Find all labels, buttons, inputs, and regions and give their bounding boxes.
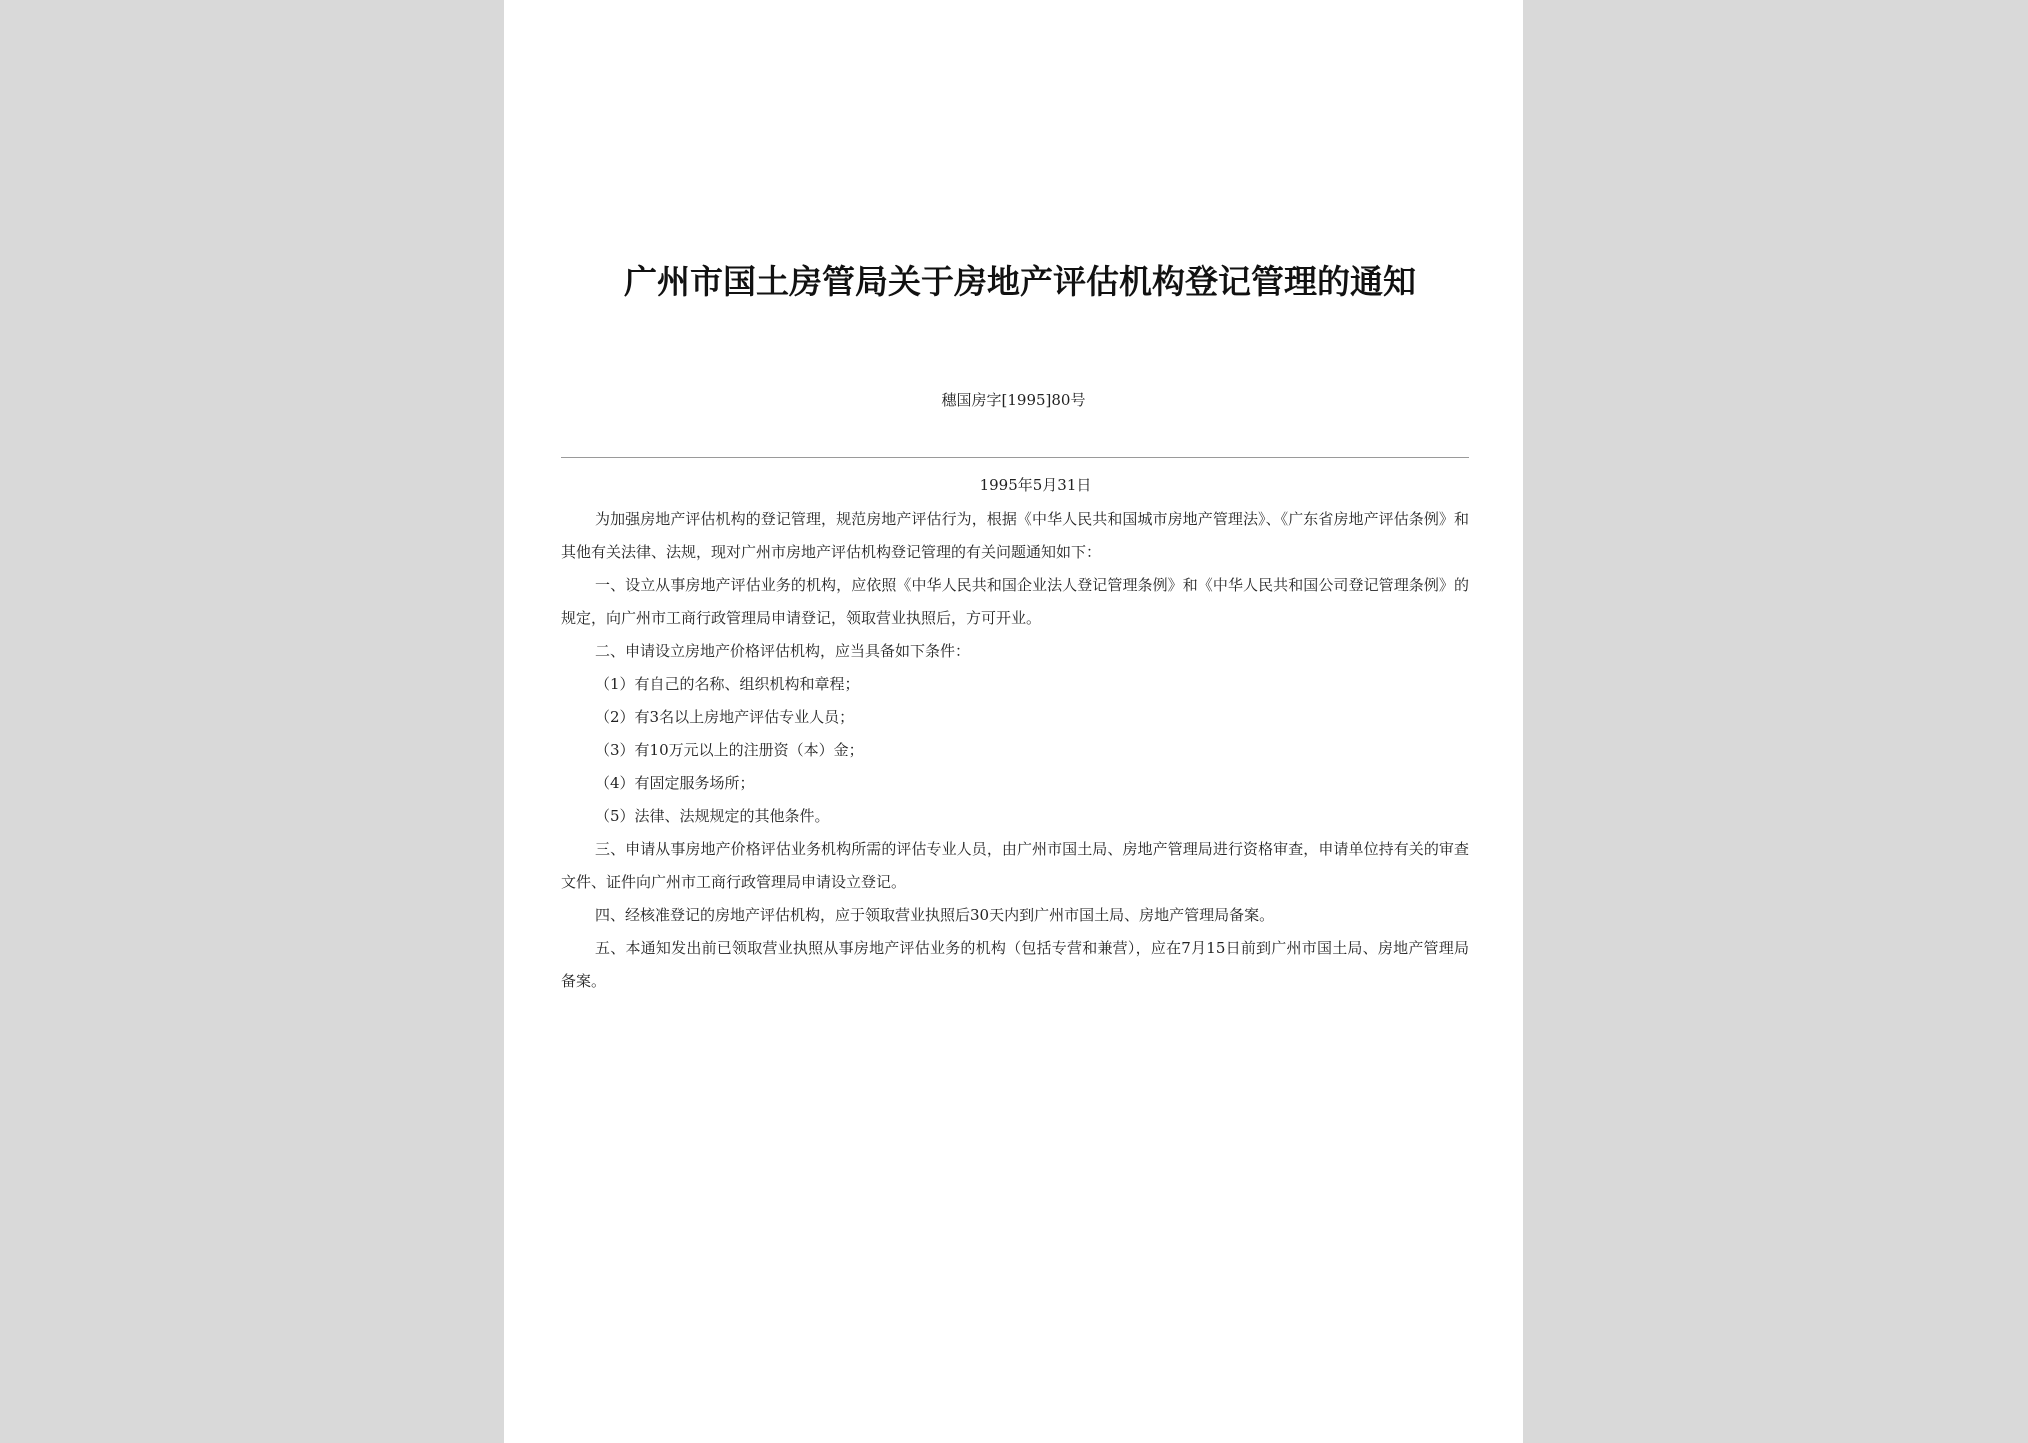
document-number: 穗国房字[1995]80号 bbox=[941, 391, 1086, 409]
condition-2: （2）有3名以上房地产评估专业人员； bbox=[595, 708, 855, 726]
document-page bbox=[504, 0, 1523, 1443]
condition-3: （3）有10万元以上的注册资（本）金； bbox=[595, 741, 864, 759]
condition-1: （1）有自己的名称、组织机构和章程； bbox=[595, 675, 860, 693]
paragraph-item-3: 三、申请从事房地产价格评估业务机构所需的评估专业人员，由广州市国土局、房地产管理局进行资格审查，申请单位持有关的审查文件、证件向广州市工商行政管理局申请设立登记。 bbox=[561, 840, 1469, 891]
condition-4: （4）有固定服务场所； bbox=[595, 774, 755, 792]
document-body bbox=[561, 503, 1469, 998]
document-date: 1995年5月31日 bbox=[979, 476, 1092, 494]
paragraph-item-1: 一、设立从事房地产评估业务的机构，应依照《中华人民共和国企业法人登记管理条例》和《中华人民共和国公司登记管理条例》的规定，向广州市工商行政管理局申请登记，领取营业执照后，方可开业。 bbox=[561, 576, 1469, 627]
paragraph-item-5: 五、本通知发出前已领取营业执照从事房地产评估业务的机构（包括专营和兼营），应在7月15日前到广州市国土局、房地产管理局备案。 bbox=[561, 939, 1469, 990]
condition-5: （5）法律、法规规定的其他条件。 bbox=[595, 807, 830, 825]
document-title: 广州市国土房管局关于房地产评估机构登记管理的通知 bbox=[624, 262, 1416, 301]
paragraph-item-4: 四、经核准登记的房地产评估机构，应于领取营业执照后30天内到广州市国土局、房地产管理局备案。 bbox=[595, 906, 1275, 924]
paragraph-intro: 为加强房地产评估机构的登记管理，规范房地产评估行为，根据《中华人民共和国城市房地产管理法》、《广东省房地产评估条例》和其他有关法律、法规，现对广州市房地产评估机构登记管理的有关问题通知如下： bbox=[561, 510, 1469, 561]
header-divider bbox=[561, 457, 1469, 458]
paragraph-item-2: 二、申请设立房地产价格评估机构，应当具备如下条件： bbox=[595, 642, 971, 660]
